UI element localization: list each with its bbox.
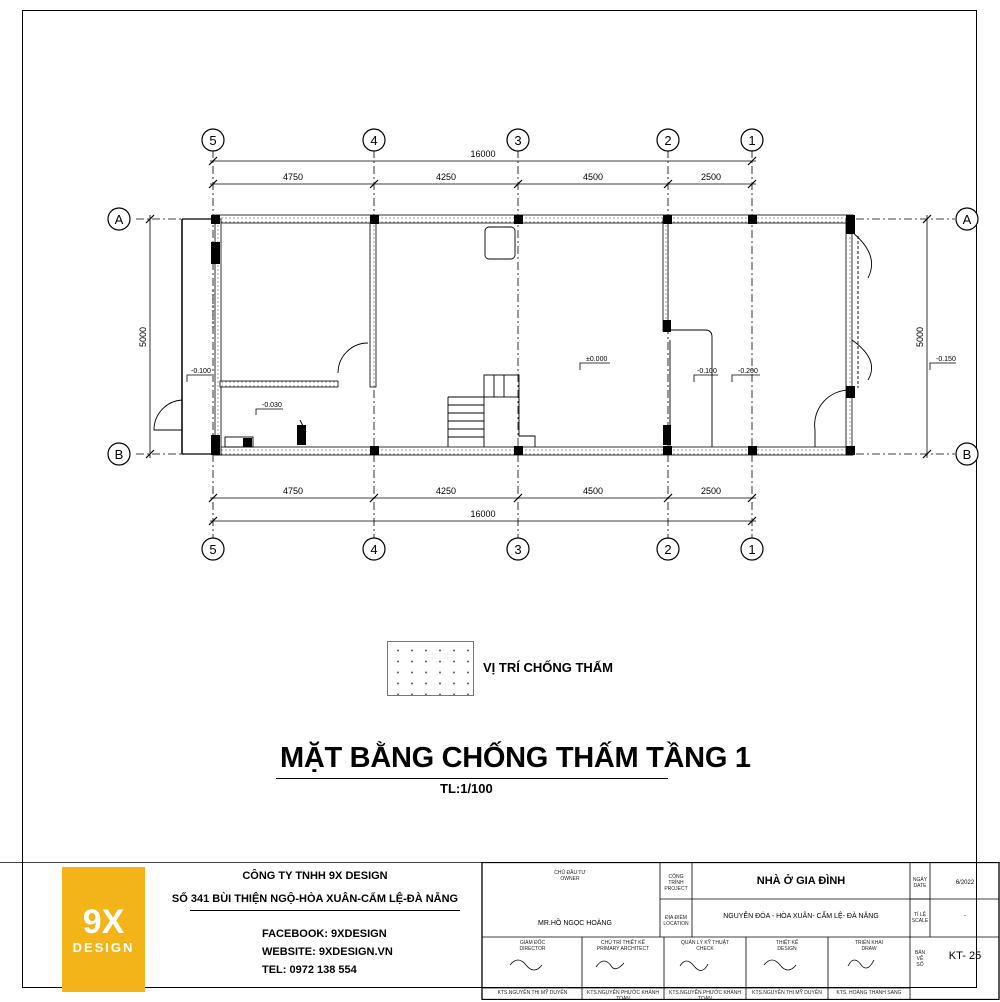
drawing-title: MẶT BẰNG CHỐNG THẤM TẦNG 1 [280,742,751,774]
role-label: QUẢN LÝ KỸ THUẬT CHECK [681,940,729,952]
date-label: NGÀY DATE [912,877,928,889]
sheet-label: BẢN VẼ SỐ [914,950,926,968]
axis-label-top: 1 [748,133,756,148]
role-name: KTS. HOÀNG THANH SANG [836,990,902,996]
legend-label: VỊ TRÍ CHỐNG THẤM [483,660,613,675]
level-mark: -0.100 [191,368,211,375]
company-website: WEBSITE: 9XDESIGN.VN [262,946,393,958]
sheet-number: KT- 25 [948,950,982,962]
dimension: 4750 [282,486,304,496]
divider [190,910,460,911]
axis-label-bottom: 4 [370,542,378,557]
axis-label-bottom: 3 [514,542,522,557]
axis-label-bottom: 5 [209,542,217,557]
axis-label-bottom: 2 [664,542,672,557]
drawing-scale: TL:1/100 [440,781,493,796]
role-label: GIÁM ĐỐC DIRECTOR [519,940,546,952]
side-dimension: 5000 [915,326,925,348]
role-label: CHỦ TRÌ THIẾT KẾ PRIMARY ARCHITECT [596,940,650,952]
logo-mark: 9X [82,903,125,941]
axis-label-top: 2 [664,133,672,148]
owner-label: CHỦ ĐẦU TƯ OWNER [554,870,586,882]
owner-name: MR.HỒ NGỌC HOÀNG [538,920,612,927]
role-name: KTS.NGUYỄN PHƯỚC KHÁNH TOÀN [587,990,659,1002]
level-mark: -0.030 [262,402,282,409]
dimension: 4250 [435,486,457,496]
dimension: 4750 [282,172,304,182]
dimension: 2500 [700,172,722,182]
company-facebook: FACEBOOK: 9XDESIGN [262,928,387,940]
company-name: CÔNG TY TNHH 9X DESIGN [242,870,388,882]
title-underline [276,778,668,779]
level-mark: -0.150 [936,356,956,363]
dimension: 2500 [700,486,722,496]
axis-label-bottom: 1 [748,542,756,557]
role-name: KTS.NGUYỄN THỊ MỸ DUYÊN [497,990,568,996]
role-name: KTS.NGUYỄN THỊ MỸ DUYÊN [752,990,822,996]
scale-value: - [964,913,966,919]
project-name: NHÀ Ở GIA ĐÌNH [756,875,846,887]
dimension: 4250 [435,172,457,182]
location-value: NGUYỄN ĐÓA - HÒA XUÂN- CẨM LỆ- ĐÀ NẴNG [723,913,879,920]
axis-label-side: B [114,447,124,462]
dimension: 4500 [582,172,604,182]
level-mark: ±0.000 [586,356,608,363]
location-label: ĐỊA ĐIỂM LOCATION [663,915,689,927]
company-address: SỐ 341 BÙI THIỆN NGỘ-HÒA XUÂN-CẨM LỆ-ĐÀ NẴNG [171,893,459,905]
role-label: TRIỂN KHAI DRAW [854,940,884,952]
axis-label-top: 5 [209,133,217,148]
level-mark: -0.100 [697,368,717,375]
logo-text: DESIGN [72,940,135,955]
total-dimension: 16000 [470,509,496,519]
dimension: 4500 [582,486,604,496]
axis-label-side: B [962,447,972,462]
project-label: CÔNG TRÌNH PROJECT [664,874,688,892]
role-name: KTS.NGUYỄN PHƯỚC KHÁNH TOÀN [669,990,741,1002]
total-dimension: 16000 [470,149,496,159]
axis-label-side: A [962,212,972,227]
axis-label-top: 4 [370,133,378,148]
waterproof-legend-swatch [387,641,474,696]
level-mark: -0.200 [738,368,758,375]
company-logo [62,867,145,992]
company-phone: TEL: 0972 138 554 [262,964,357,976]
axis-label-side: A [114,212,124,227]
role-label: THIẾT KẾ DESIGN [775,940,799,952]
scale-label: TỈ LỆ SCALE [911,912,929,924]
side-dimension: 5000 [138,326,148,348]
axis-label-top: 3 [514,133,522,148]
date-value: 6/2022 [955,880,975,886]
